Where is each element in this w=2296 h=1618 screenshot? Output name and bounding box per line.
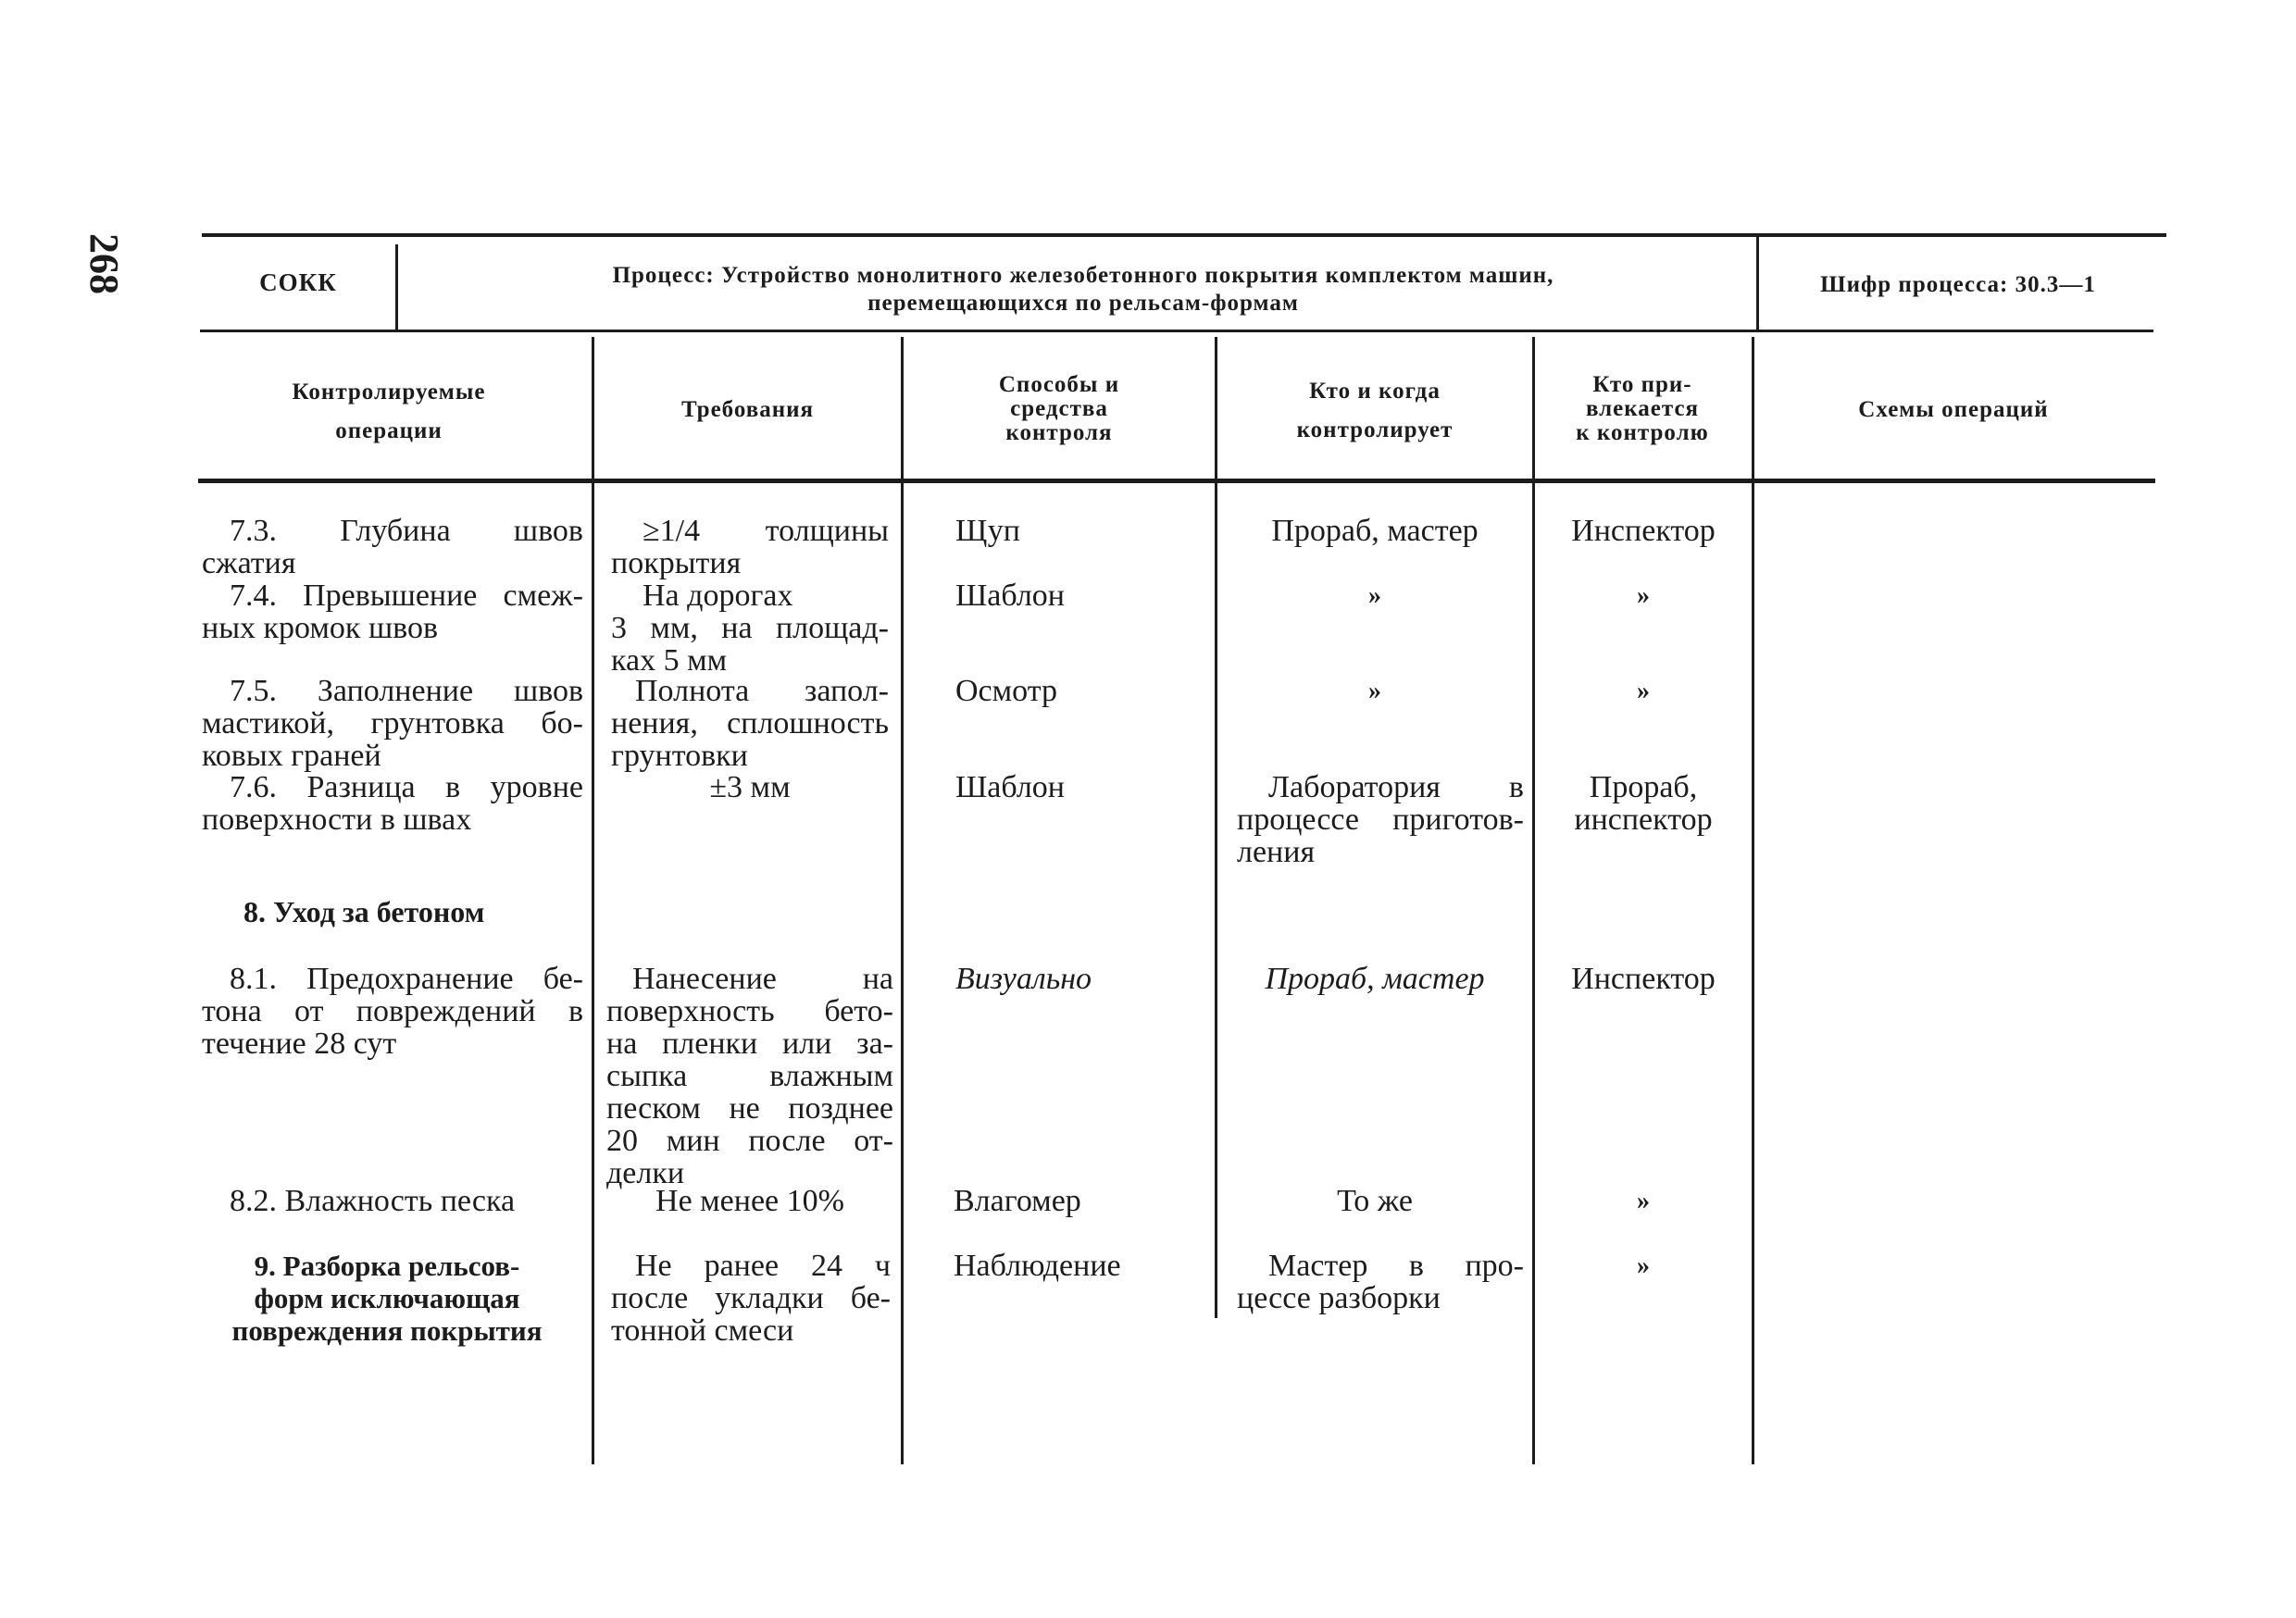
method-cell: Осмотр: [955, 674, 1057, 708]
involved-cell: »: [1637, 581, 1650, 610]
col-divider-3: [1215, 337, 1217, 1318]
requirement-line: сыпка влажным: [606, 1059, 893, 1093]
who-cell: »: [1368, 677, 1381, 705]
requirement-cell: [611, 579, 889, 677]
col-header-involved-3: к контролю: [1576, 420, 1709, 445]
involved-cell: [1541, 771, 1745, 836]
page-number: 268: [81, 233, 127, 294]
who-cell: [1237, 771, 1524, 868]
requirement-line: поверхность бето-: [606, 994, 893, 1028]
who-line: цессе разборки: [1237, 1281, 1441, 1315]
col-header-methods: [907, 373, 1211, 445]
operation-line: 7.3. Глубина швов: [230, 514, 583, 548]
requirement-line: ках 5 мм: [611, 643, 728, 678]
involved-cell: Инспектор: [1571, 514, 1716, 548]
requirement-cell: [611, 1250, 891, 1347]
col-divider-1: [592, 337, 594, 1464]
requirement-line: на пленки или за-: [606, 1027, 893, 1061]
col-header-who-when: [1220, 372, 1529, 450]
col-header-methods-2: средства: [1010, 396, 1108, 421]
col-header-involved-1: Кто при-: [1592, 372, 1692, 397]
operation-line: 8.1. Предохранение бе-: [230, 962, 583, 996]
operation-line: тона от повреждений в: [202, 994, 583, 1028]
operation-line: сжатия: [202, 546, 296, 580]
column-header-bottom-rule: [198, 479, 2155, 483]
operation-line: 9. Разборка рельсов-: [254, 1250, 520, 1282]
requirement-cell: ±3 мм: [709, 770, 791, 804]
method-cell: Наблюдение: [954, 1249, 1121, 1283]
col-header-who-when-1: Кто и когда: [1309, 379, 1441, 404]
requirement-line: ≥1/4 толщины: [643, 514, 889, 548]
requirement-line: Полнота запол-: [635, 674, 889, 708]
col-divider-2: [901, 337, 904, 1464]
col-header-involved: [1537, 373, 1748, 445]
col-header-operations-1: Контролируемые: [292, 380, 486, 404]
requirement-cell: [611, 515, 889, 579]
header-bottom-rule: [200, 330, 2153, 332]
col-header-schemes: Схемы операций: [1858, 397, 2049, 422]
operation-cell: [202, 963, 583, 1060]
requirement-line: грунтовки: [611, 739, 748, 773]
method-cell: Щуп: [955, 514, 1020, 548]
col-header-methods-3: контроля: [1005, 420, 1113, 445]
operation-cell: [202, 515, 583, 579]
col-header-involved-2: влекается: [1585, 396, 1700, 421]
process-title-line-1: Процесс: Устройство монолитного железобетонного покрытия комплектом машин,: [612, 263, 1554, 288]
method-cell: Влагомер: [954, 1184, 1081, 1218]
involved-line: Прораб,: [1589, 770, 1698, 804]
requirement-cell: Не менее 10%: [655, 1184, 844, 1218]
who-cell: Прораб, мастер: [1265, 962, 1485, 996]
header-divider-left: [395, 244, 398, 330]
requirement-line: покрытия: [611, 546, 742, 580]
who-cell: Прораб, мастер: [1271, 514, 1479, 548]
requirement-line: тонной смеси: [611, 1313, 794, 1348]
operation-cell: [202, 675, 583, 772]
process-title: [435, 262, 1731, 317]
sokk-label: СОКК: [259, 268, 337, 296]
operation-cell: [202, 579, 583, 644]
who-line: процессе приготов-: [1237, 803, 1524, 837]
involved-cell: »: [1637, 677, 1650, 705]
who-line: Лаборатория в: [1268, 770, 1524, 804]
requirement-line: 3 мм, на площад-: [611, 611, 889, 645]
operation-cell: [202, 771, 583, 836]
requirement-line: нения, сплошность: [611, 706, 889, 741]
method-cell: Визуально: [955, 962, 1092, 996]
process-cipher: Шифр процесса: 30.3—1: [1820, 272, 2096, 297]
involved-cell: »: [1637, 1251, 1650, 1280]
who-line: ления: [1237, 835, 1316, 869]
method-cell: Шаблон: [955, 579, 1066, 613]
operation-line: течение 28 сут: [202, 1027, 397, 1061]
requirement-line: Не ранее 24 ч: [635, 1249, 891, 1283]
requirement-line: Нанесение на: [632, 962, 893, 996]
requirement-cell: [611, 675, 889, 772]
col-divider-5: [1752, 337, 1754, 1464]
col-header-methods-1: Способы и: [998, 372, 1120, 397]
operation-line: ковых граней: [202, 739, 381, 773]
col-header-operations-2: операции: [335, 418, 443, 443]
who-cell: То же: [1337, 1184, 1413, 1218]
operation-line: 7.5. Заполнение швов: [230, 674, 583, 708]
section-8-title: 8. Уход за бетоном: [243, 895, 485, 928]
col-header-requirements: Требования: [680, 397, 815, 422]
who-line: Мастер в про-: [1268, 1249, 1524, 1283]
col-divider-4: [1532, 337, 1535, 1464]
involved-cell: »: [1637, 1187, 1650, 1215]
section-9-title: [202, 1250, 572, 1347]
requirement-line: после укладки бе-: [611, 1281, 891, 1315]
operation-line: повреждения покрытия: [231, 1314, 543, 1347]
who-cell: [1237, 1250, 1524, 1314]
operation-line: 7.6. Разница в уровне: [230, 770, 583, 804]
operation-line: ных кромок швов: [202, 611, 438, 645]
who-cell: »: [1368, 581, 1381, 610]
involved-cell: Инспектор: [1571, 962, 1716, 996]
col-header-who-when-2: контролирует: [1296, 417, 1454, 442]
requirement-cell: [606, 963, 893, 1189]
requirement-line: На дорогах: [643, 579, 793, 613]
operation-cell: 8.2. Влажность песка: [230, 1184, 516, 1218]
involved-line: инспектор: [1574, 803, 1713, 837]
method-cell: Шаблон: [955, 770, 1066, 804]
operation-line: поверхности в швах: [202, 803, 472, 837]
operation-line: форм исключающая: [254, 1282, 520, 1314]
top-rule: [202, 233, 2166, 237]
operation-line: мастикой, грунтовка бо-: [202, 706, 583, 741]
operation-line: 7.4. Превышение смеж-: [230, 579, 583, 613]
requirement-line: делки: [606, 1156, 685, 1190]
col-header-operations: [204, 373, 574, 451]
process-title-line-2: перемещающихся по рельсам-формам: [867, 291, 1299, 316]
requirement-line: песком не позднее: [606, 1091, 893, 1126]
requirement-line: 20 мин после от-: [606, 1124, 893, 1158]
header-divider-right: [1756, 237, 1759, 330]
